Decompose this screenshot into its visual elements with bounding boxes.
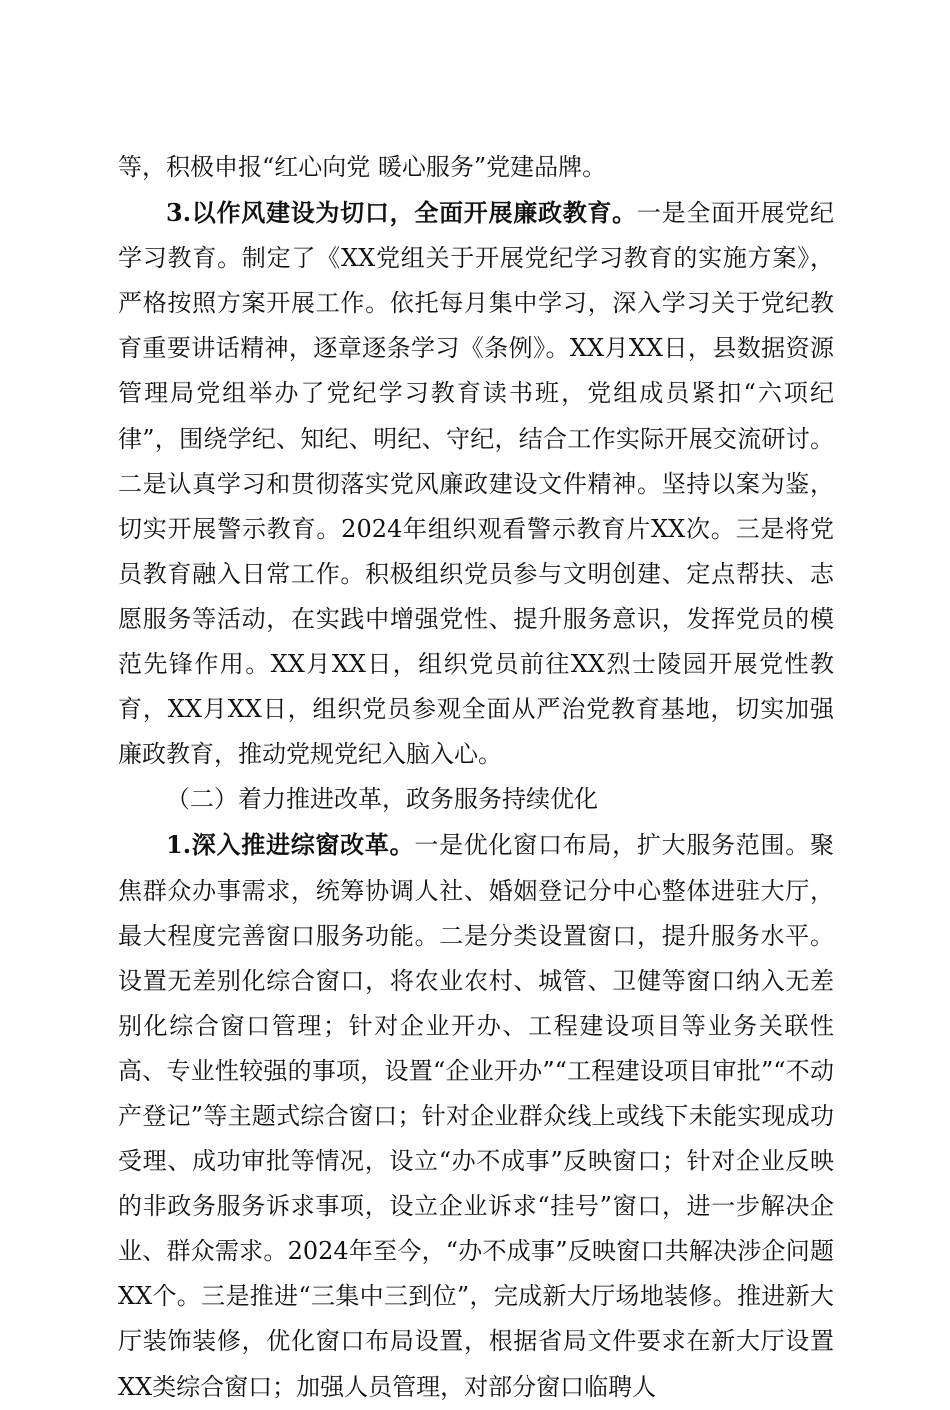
- section-heading-text: （二）着力推进改革，政务服务持续优化: [166, 785, 598, 814]
- paragraph-integrity-education: [118, 190, 834, 777]
- paragraph-body: 一是优化窗口布局，扩大服务范围。聚焦群众办事需求，统筹协调人社、婚姻登记分中心整体进驻大厅，最大程度完善窗口服务功能。二是分类设置窗口，提升服务水平。设置无差别化综合窗口，将农业农村、城管、卫健等窗口纳入无差别化综合窗口管理；针对企业开办、工程建设项目等业务关联性高、专业性较强的事项，设置“企业开办”“工程建设项目审批”“不动产登记”等主题式综合窗口；针对企业群众线上或线下未能实现成功受理、成功审批等情况，设立“办不成事”反映窗口；针对企业反映的非政务服务诉求事项，设立企业诉求“挂号”窗口，进一步解决企业、群众需求。2024年至今，“办不成事”反映窗口共解决涉企问题XX个。三是推进“三集中三到位”，完成新大厅场地装修。推进新大厅装饰装修，优化窗口布局设置，根据省局文件要求在新大厅设置XX类综合窗口；加强人员管理，对部分窗口临聘人: [118, 831, 834, 1401]
- paragraph-window-reform: [118, 822, 834, 1409]
- paragraph-body: 一是全面开展党纪学习教育。制定了《XX党组关于开展党纪学习教育的实施方案》，严格按照方案开展工作。依托每月集中学习，深入学习关于党纪教育重要讲话精神，逐章逐条学习《条例》。XX月XX日，县数据资源管理局党组举办了党纪学习教育读书班，党组成员紧扣“六项纪律”，围绕学纪、知纪、明纪、守纪，结合工作实际开展交流研讨。二是认真学习和贯彻落实党风廉政建设文件精神。坚持以案为鉴，切实开展警示教育。2024年组织观看警示教育片XX次。三是将党员教育融入日常工作。积极组织党员参与文明创建、定点帮扶、志愿服务等活动，在实践中增强党性、提升服务意识，发挥党员的模范先锋作用。XX月XX日，组织党员前往XX烈士陵园开展党性教育，XX月XX日，组织党员参观全面从严治党教育基地，切实加强廉政教育，推动党规党纪入脑入心。: [118, 199, 835, 769]
- paragraph-body: 等，积极申报“红心向党 暖心服务”党建品牌。: [118, 153, 607, 181]
- paragraph-lead: 3.以作风建设为切口，全面开展廉政教育。: [166, 198, 637, 228]
- paragraph-continuation: [118, 145, 834, 190]
- paragraph-lead: 1.深入推进综窗改革。: [166, 830, 415, 860]
- section-heading: [118, 777, 834, 822]
- document-body: [118, 145, 834, 1410]
